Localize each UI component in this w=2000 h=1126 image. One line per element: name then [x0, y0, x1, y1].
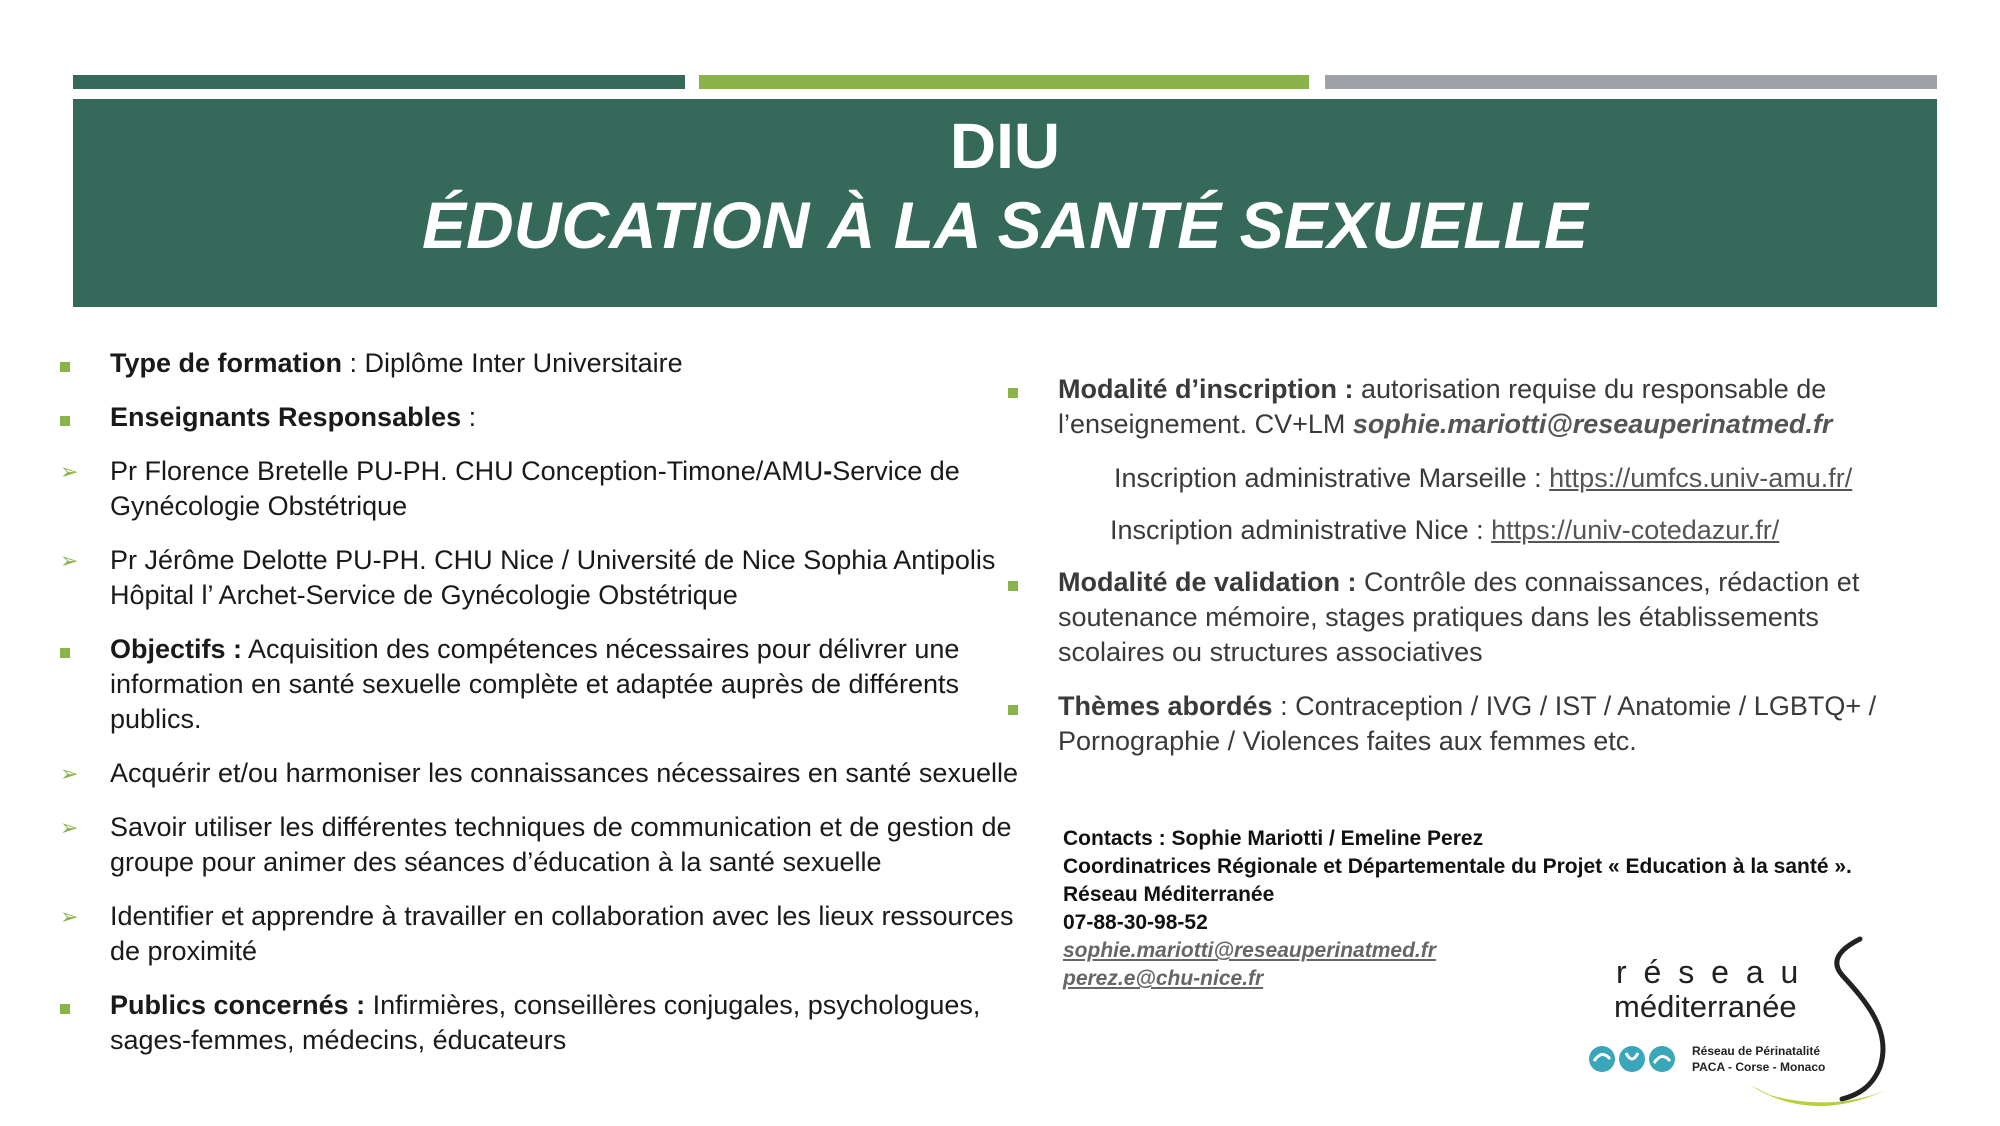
logo-subtitle-1: Réseau de Périnatalité	[1692, 1044, 1821, 1058]
item-text: Acquérir et/ou harmoniser les connaissances nécessaires en santé sexuelle	[110, 758, 1018, 788]
arrow-bullet-icon: ➢	[60, 548, 79, 573]
list-item-themes	[1008, 689, 1888, 759]
inscription-nice	[1008, 513, 1888, 548]
logo-word-reseau: r é s e a u	[1616, 954, 1803, 990]
arrow-bullet-icon: ➢	[60, 815, 79, 840]
logo-circle-icon-3	[1649, 1046, 1675, 1072]
arrow-bullet-icon: ➢	[60, 761, 79, 786]
left-column	[60, 346, 1020, 1077]
square-bullet-icon	[1008, 372, 1048, 407]
list-item-prof-bretelle	[60, 454, 1020, 524]
square-bullet-icon	[1008, 689, 1048, 724]
contacts-role: Coordinatrices Régionale et Départementale du Projet « Education à la santé ».	[1063, 855, 1852, 878]
list-item-type-formation	[60, 346, 1020, 381]
item-text: Savoir utiliser les différentes techniques de communication et de gestion de groupe pour animer des séances d’éducation à la santé sexuelle	[110, 812, 1012, 877]
item-text: : Diplôme Inter Universitaire	[342, 348, 683, 378]
nice-link[interactable]: https://univ-cotedazur.fr/	[1491, 515, 1780, 545]
list-item-objectif-3	[60, 899, 1020, 969]
logo-circle-icon-1	[1589, 1046, 1615, 1072]
right-column	[1008, 372, 1888, 778]
inscription-email: sophie.mariotti@reseauperinatmed.fr	[1352, 409, 1833, 439]
arrow-bullet-icon: ➢	[60, 904, 79, 929]
title-banner	[73, 99, 1937, 307]
item-text: : Contraception / IVG / IST / Anatomie / LGBTQ+ / Pornographie / Violences faites aux femmes etc.	[1058, 691, 1877, 756]
list-item-validation	[1008, 565, 1888, 670]
square-bullet-icon	[60, 988, 100, 1023]
top-bar-grey	[1325, 75, 1937, 89]
nice-text: Inscription administrative Nice :	[1110, 515, 1492, 545]
item-label: Modalité d’inscription :	[1058, 374, 1354, 404]
top-bar-dark-green	[73, 75, 685, 89]
title-line-1: DIU	[949, 110, 1061, 182]
item-label: Thèmes abordés	[1058, 691, 1273, 721]
list-item-inscription	[1008, 372, 1888, 442]
item-text: Contrôle des connaissances, rédaction et soutenance mémoire, stages pratiques dans les établissements scolaires ou structures associatives	[1058, 567, 1860, 667]
item-text: :	[461, 402, 477, 432]
contacts-phone: 07-88-30-98-52	[1063, 911, 1208, 934]
logo-swoosh-dark	[1837, 939, 1883, 1099]
contacts-email-2[interactable]: perez.e@chu-nice.fr	[1063, 967, 1264, 990]
logo-word-mediterranee: méditerranée	[1614, 989, 1797, 1024]
item-text: Identifier et apprendre à travailler en collaboration avec les lieux ressources de proximité	[110, 901, 1014, 966]
arrow-bullet-icon: ➢	[60, 459, 79, 484]
contacts-names: Contacts : Sophie Mariotti / Emeline Perez	[1063, 827, 1484, 850]
logo-subtitle-2: PACA - Corse - Monaco	[1692, 1060, 1826, 1074]
item-label: Objectifs :	[110, 634, 243, 664]
inscription-marseille	[1008, 461, 1888, 496]
item-text: Pr Florence Bretelle PU-PH. CHU Conception-Timone/AMU	[110, 456, 824, 486]
item-text: autorisation requise du responsable de l’enseignement. CV+LM	[1058, 374, 1827, 439]
marseille-text: Inscription administrative Marseille :	[1114, 463, 1550, 493]
list-item-objectif-1	[60, 756, 1020, 791]
list-item-publics	[60, 988, 1020, 1058]
list-item-objectifs	[60, 632, 1020, 737]
list-item-prof-delotte	[60, 543, 1020, 613]
list-item-enseignants	[60, 400, 1020, 435]
item-dash: -	[823, 456, 833, 486]
item-text-2: Service de Gynécologie Obstétrique	[110, 456, 960, 521]
item-label: Enseignants Responsables	[110, 402, 462, 432]
item-text: Infirmières, conseillères conjugales, psychologues, sages-femmes, médecins, éducateurs	[110, 990, 981, 1055]
contacts-org: Réseau Méditerranée	[1063, 883, 1275, 906]
title-line-2: ÉDUCATION À LA SANTÉ SEXUELLE	[421, 188, 1589, 262]
square-bullet-icon	[60, 346, 100, 381]
item-label: Modalité de validation :	[1058, 567, 1357, 597]
item-label: Publics concernés :	[110, 990, 366, 1020]
marseille-link[interactable]: https://umfcs.univ-amu.fr/	[1549, 463, 1853, 493]
item-text: Acquisition des compétences nécessaires pour délivrer une information en santé sexuelle complète et adaptée auprès de différents publics.	[110, 634, 960, 734]
top-bar-light-green	[699, 75, 1309, 89]
list-item-objectif-2	[60, 810, 1020, 880]
contacts-email-1[interactable]: sophie.mariotti@reseauperinatmed.fr	[1063, 939, 1436, 962]
item-label: Type de formation	[110, 348, 343, 378]
square-bullet-icon	[60, 632, 100, 667]
square-bullet-icon	[1008, 565, 1048, 600]
item-text: Pr Jérôme Delotte PU-PH. CHU Nice / Université de Nice Sophia Antipolis Hôpital l’ Archet-Service de Gynécologie Obstétrique	[110, 545, 996, 610]
logo-swoosh-green	[1750, 1085, 1896, 1106]
reseau-mediterranee-logo	[1580, 935, 1920, 1120]
square-bullet-icon	[60, 400, 100, 435]
